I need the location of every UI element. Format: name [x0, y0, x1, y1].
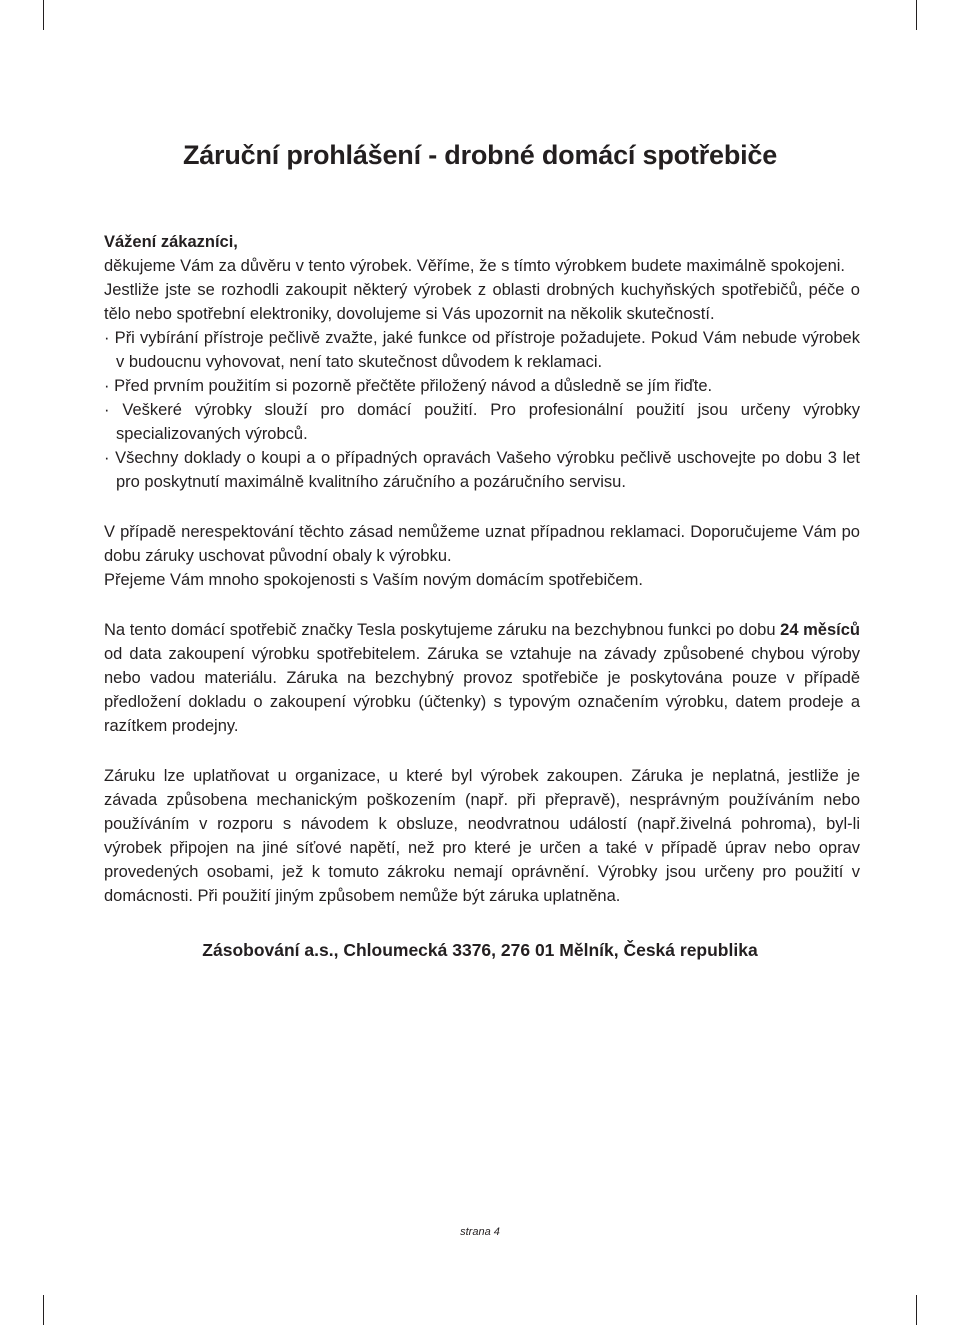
bullet-keep-receipts: · Všechny doklady o koupi a o případných opravách Vašeho výrobku pečlivě uschovejte po dobu 3 let pro poskytnutí maximálně kvalitního záručního a pozáručního servisu.	[104, 449, 860, 491]
paragraph-claims: Záruku lze uplatňovat u organizace, u které byl výrobek zakoupen. Záruka je neplatná, jestliže je závada způsobena mechanickým poškozením (např. při přepravě), nesprávným používáním nebo používáním v rozporu s návodem k obsluze, neodvratnou událostí (např.živelná pohroma), byl-li výrobek připojen na jiné síťové napětí, než pro které je určen a také v případě úprav nebo oprav provedených osobami, jež k tomuto zákroku nemají oprávnění. Výrobky jsou určeny pro použití v domácnosti. Při použití jiným způsobem nemůže být záruka uplatněna.	[104, 767, 860, 905]
intro-notice: Jestliže jste se rozhodli zakoupit některý výrobek z oblasti drobných kuchyňských spotřebičů, péče o tělo nebo spotřební elektroniky, dovolujeme si Vás upozornit na několik skutečností.	[104, 281, 860, 323]
document-body	[104, 230, 860, 908]
paragraph-warranty	[104, 618, 860, 738]
crop-mark-top-right	[916, 0, 917, 30]
crop-mark-top-left	[43, 0, 44, 30]
warranty-duration: 24 měsíců	[780, 621, 860, 639]
intro-thanks: děkujeme Vám za důvěru v tento výrobek. Věříme, že s tímto výrobkem budete maximálně spokojeni.	[104, 257, 846, 275]
salutation: Vážení zákazníci,	[104, 233, 238, 251]
company-address: Zásobování a.s., Chloumecká 3376, 276 01 Mělník, Česká republika	[202, 940, 758, 960]
crop-mark-bottom-right	[916, 1295, 917, 1325]
document-title: Záruční prohlášení - drobné domácí spotřebiče	[182, 140, 778, 170]
spacer	[104, 738, 860, 764]
crop-mark-bottom-left	[43, 1295, 44, 1325]
warranty-text-after: od data zakoupení výrobku spotřebitelem. Záruka se vztahuje na závady způsobené chybou výroby nebo vadou materiálu. Záruka na bezchybný provoz spotřebiče je poskytována pouze v případě předložení dokladu o zakoupení výrobku (účtenky) s typovým označením výrobku, datem prodeje a razítkem prodejny.	[104, 645, 860, 735]
bullet-read-manual: · Před prvním použitím si pozorně přečtěte přiložený návod a důsledně se jím řiďte.	[104, 377, 713, 395]
bullet-choose-carefully: · Při vybírání přístroje pečlivě zvažte, jaké funkce od přístroje požadujete. Pokud Vám nebude výrobek v budoucnu vyhovovat, není tato skutečnost důvodem k reklamaci.	[104, 329, 860, 371]
bullet-household-use: · Veškeré výrobky slouží pro domácí použití. Pro profesionální použití jsou určeny výrobky specializovaných výrobců.	[104, 401, 860, 443]
warranty-text-before: Na tento domácí spotřebič značky Tesla poskytujeme záruku na bezchybnou funkci po dobu	[104, 621, 781, 639]
spacer	[104, 494, 860, 520]
page-number: strana 4	[460, 1226, 500, 1238]
spacer	[104, 592, 860, 618]
paragraph-nonrespect: V případě nerespektování těchto zásad nemůžeme uznat případnou reklamaci. Doporučujeme Vám po dobu záruky uschovat původní obaly k výrobku.	[104, 523, 860, 565]
paragraph-wish: Přejeme Vám mnoho spokojenosti s Vaším novým domácím spotřebičem.	[104, 571, 643, 589]
